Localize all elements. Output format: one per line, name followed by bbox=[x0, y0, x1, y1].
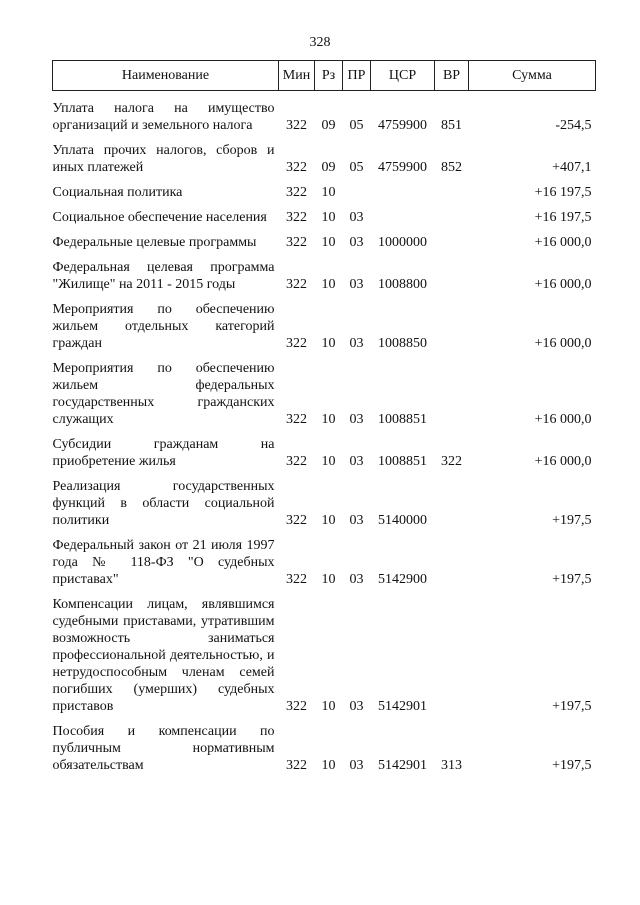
row-min: 322 bbox=[286, 210, 307, 225]
row-csr bbox=[371, 176, 435, 201]
row-pr: 03 bbox=[349, 277, 364, 292]
row-csr: 5142901 bbox=[378, 699, 427, 714]
row-name: Мероприятия по обеспечению жильем отдельных категорий граждан bbox=[52, 302, 275, 351]
table-row bbox=[53, 201, 596, 226]
row-min: 322 bbox=[286, 758, 307, 773]
table-row bbox=[53, 91, 596, 135]
row-name: Социальная политика bbox=[52, 185, 183, 200]
budget-table bbox=[52, 60, 596, 774]
row-sum: +16 000,0 bbox=[534, 412, 592, 427]
row-name: Уплата налога на имущество организаций и земельного налога bbox=[52, 101, 275, 133]
row-sum: +16 197,5 bbox=[534, 210, 592, 225]
table-row bbox=[53, 176, 596, 201]
table-row bbox=[53, 352, 596, 428]
row-rz: 10 bbox=[321, 513, 336, 528]
row-rz: 10 bbox=[321, 572, 336, 587]
row-sum: +16 000,0 bbox=[534, 336, 592, 351]
row-pr: 05 bbox=[349, 160, 364, 175]
row-vr bbox=[435, 226, 469, 251]
row-min: 322 bbox=[286, 160, 307, 175]
row-sum: +197,5 bbox=[552, 699, 592, 714]
row-name: Субсидии гражданам на приобретение жилья bbox=[52, 437, 275, 469]
row-sum: +407,1 bbox=[552, 160, 592, 175]
row-rz: 10 bbox=[321, 412, 336, 427]
row-name: Федеральный закон от 21 июля 1997 года № 118-ФЗ "О судебных приставах" bbox=[52, 538, 275, 587]
row-min: 322 bbox=[286, 412, 307, 427]
header-pr: ПР bbox=[343, 61, 371, 91]
row-sum: +197,5 bbox=[552, 572, 592, 587]
page-number: 328 bbox=[309, 35, 331, 50]
row-csr: 5142900 bbox=[378, 572, 427, 587]
header-vr: ВР bbox=[435, 61, 469, 91]
row-min: 322 bbox=[286, 699, 307, 714]
table-row bbox=[53, 251, 596, 293]
row-rz: 10 bbox=[321, 454, 336, 469]
row-name: Социальное обеспечение населения bbox=[52, 210, 267, 225]
row-csr: 1008851 bbox=[378, 412, 427, 427]
row-min: 322 bbox=[286, 185, 307, 200]
row-csr: 1008851 bbox=[378, 454, 427, 469]
header-csr: ЦСР bbox=[371, 61, 435, 91]
row-csr: 4759900 bbox=[378, 160, 427, 175]
row-sum: +16 197,5 bbox=[534, 185, 592, 200]
row-pr: 03 bbox=[349, 412, 364, 427]
row-min: 322 bbox=[286, 336, 307, 351]
table-row bbox=[53, 588, 596, 715]
row-sum: -254,5 bbox=[555, 118, 592, 133]
row-name: Компенсации лицам, являвшимся судебными приставами, утратившим возможность заниматься профессиональной деятельностью, и нетрудоспособным членам семей погибших (умерших) судебных приставов bbox=[52, 597, 275, 714]
row-pr bbox=[343, 176, 371, 201]
row-csr: 1000000 bbox=[378, 235, 427, 250]
row-vr: 322 bbox=[441, 454, 462, 469]
row-min: 322 bbox=[286, 513, 307, 528]
table-header-row bbox=[53, 61, 596, 91]
row-csr: 1008850 bbox=[378, 336, 427, 351]
row-csr: 5142901 bbox=[378, 758, 427, 773]
row-pr: 03 bbox=[349, 699, 364, 714]
row-vr bbox=[435, 529, 469, 588]
row-vr bbox=[435, 470, 469, 529]
table-row bbox=[53, 226, 596, 251]
table-row bbox=[53, 134, 596, 176]
row-pr: 03 bbox=[349, 454, 364, 469]
row-rz: 10 bbox=[321, 758, 336, 773]
row-min: 322 bbox=[286, 118, 307, 133]
row-sum: +16 000,0 bbox=[534, 235, 592, 250]
row-vr: 851 bbox=[441, 118, 462, 133]
row-csr: 1008800 bbox=[378, 277, 427, 292]
row-pr: 03 bbox=[349, 513, 364, 528]
row-rz: 09 bbox=[321, 160, 336, 175]
row-name: Федеральная целевая программа "Жилище" на 2011 - 2015 годы bbox=[52, 260, 275, 292]
row-csr: 4759900 bbox=[378, 118, 427, 133]
row-sum: +16 000,0 bbox=[534, 454, 592, 469]
row-pr: 03 bbox=[349, 758, 364, 773]
row-pr: 03 bbox=[349, 336, 364, 351]
table-row bbox=[53, 470, 596, 529]
row-name: Пособия и компенсации по публичным нормативным обязательствам bbox=[52, 724, 275, 773]
row-rz: 10 bbox=[321, 235, 336, 250]
row-pr: 03 bbox=[349, 210, 364, 225]
row-vr: 852 bbox=[441, 160, 462, 175]
row-pr: 05 bbox=[349, 118, 364, 133]
row-rz: 10 bbox=[321, 699, 336, 714]
row-vr: 313 bbox=[441, 758, 462, 773]
row-pr: 03 bbox=[349, 235, 364, 250]
header-sum: Сумма bbox=[469, 61, 596, 91]
row-name: Уплата прочих налогов, сборов и иных платежей bbox=[52, 143, 275, 175]
row-rz: 10 bbox=[321, 185, 336, 200]
row-name: Федеральные целевые программы bbox=[52, 235, 257, 250]
table-row bbox=[53, 715, 596, 774]
row-sum: +197,5 bbox=[552, 758, 592, 773]
row-vr bbox=[435, 588, 469, 715]
row-sum: +197,5 bbox=[552, 513, 592, 528]
table-row bbox=[53, 529, 596, 588]
row-min: 322 bbox=[286, 572, 307, 587]
row-rz: 10 bbox=[321, 277, 336, 292]
row-csr bbox=[371, 201, 435, 226]
table-row bbox=[53, 293, 596, 352]
row-min: 322 bbox=[286, 454, 307, 469]
row-rz: 09 bbox=[321, 118, 336, 133]
row-name: Мероприятия по обеспечению жильем федеральных государственных гражданских служащих bbox=[52, 361, 275, 427]
header-rz: Рз bbox=[315, 61, 343, 91]
row-pr: 03 bbox=[349, 572, 364, 587]
row-vr bbox=[435, 293, 469, 352]
row-rz: 10 bbox=[321, 336, 336, 351]
row-min: 322 bbox=[286, 277, 307, 292]
table-row bbox=[53, 428, 596, 470]
header-name: Наименование bbox=[53, 61, 279, 91]
row-sum: +16 000,0 bbox=[534, 277, 592, 292]
row-csr: 5140000 bbox=[378, 513, 427, 528]
row-name: Реализация государственных функций в области социальной политики bbox=[52, 479, 275, 528]
header-min: Мин bbox=[279, 61, 315, 91]
row-vr bbox=[435, 176, 469, 201]
row-min: 322 bbox=[286, 235, 307, 250]
row-rz: 10 bbox=[321, 210, 336, 225]
row-vr bbox=[435, 352, 469, 428]
row-vr bbox=[435, 251, 469, 293]
row-vr bbox=[435, 201, 469, 226]
